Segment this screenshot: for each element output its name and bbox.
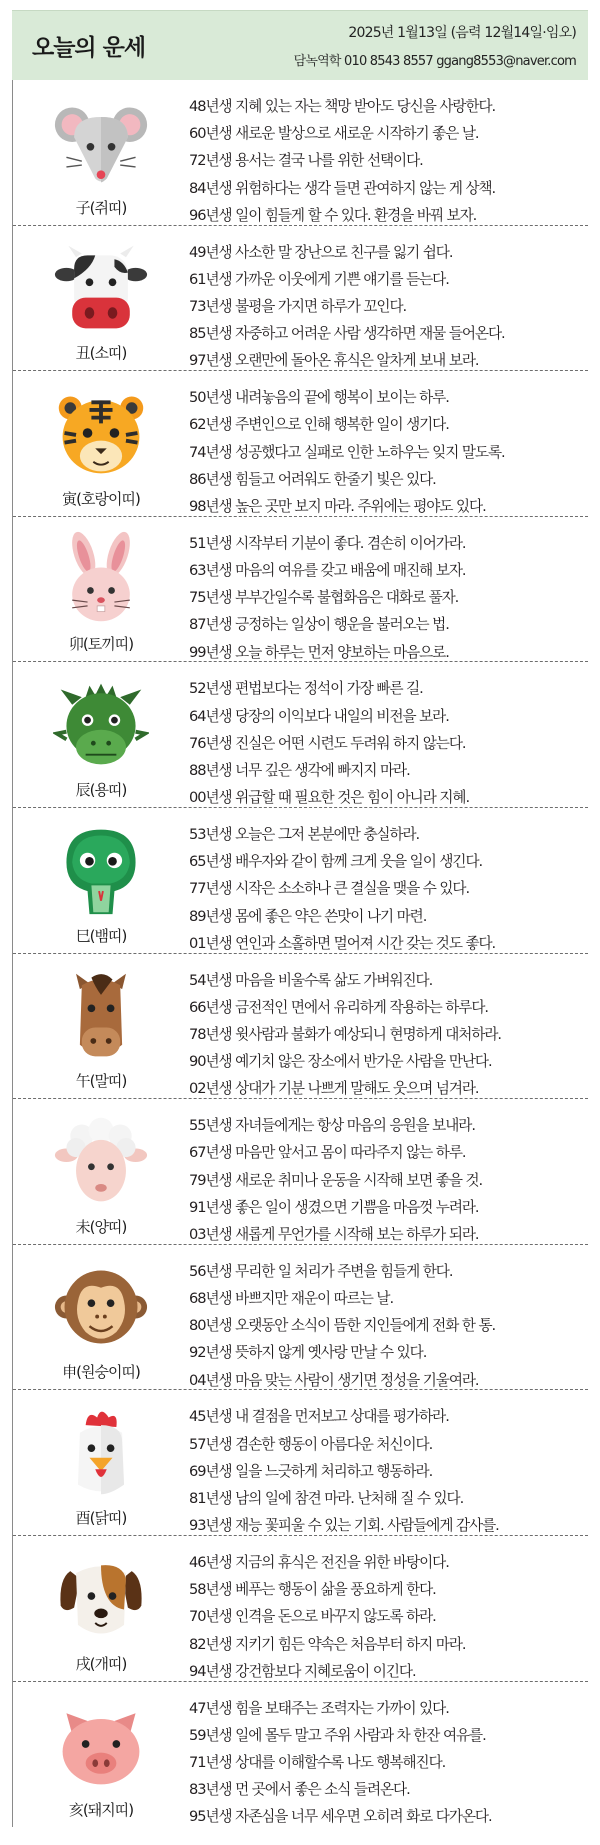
fortune-line: 96년생 일이 힘들게 할 수 있다. 환경을 바꿔 보자.: [189, 206, 477, 224]
zodiac-animal: [13, 1099, 189, 1244]
fortune-line: 99년생 오늘 하루는 먼저 양보하는 마음으로.: [189, 643, 449, 661]
zodiac-label: 子(쥐띠): [75, 198, 127, 217]
fortune-line: 67년생 마음만 앞서고 몸이 따라주지 않는 하루.: [189, 1144, 466, 1162]
zodiac-animal: [13, 1682, 189, 1828]
fortune-line: 52년생 편법보다는 정석이 가장 빠른 길.: [189, 680, 423, 698]
fortune-line: 64년생 당장의 이익보다 내일의 비전을 보라.: [189, 707, 449, 725]
fortune-line: 04년생 마음 맞는 사람이 생기면 정성을 기울여라.: [189, 1371, 479, 1389]
zodiac-animal: [13, 1536, 189, 1681]
fortune-line: 45년생 내 결점을 먼저보고 상대를 평가하라.: [189, 1408, 449, 1426]
zodiac-label: 寅(호랑이띠): [62, 489, 140, 508]
zodiac-row: [13, 1536, 588, 1682]
fortune-line: 65년생 배우자와 같이 함께 크게 웃을 일이 생긴다.: [189, 853, 483, 871]
zodiac-label: 丑(소띠): [75, 344, 127, 363]
dragon-icon: [53, 676, 149, 772]
rabbit-icon: [53, 531, 149, 627]
header-info: [294, 22, 576, 69]
zodiac-animal: [13, 808, 189, 953]
fortune-line: 83년생 먼 곳에서 좋은 소식 들려온다.: [189, 1781, 410, 1799]
tiger-icon: [53, 385, 149, 481]
zodiac-animal: [13, 371, 189, 516]
zodiac-label: 申(원숭이띠): [62, 1363, 140, 1382]
fortune-line: 76년생 진실은 어떤 시련도 두려워 하지 않는다.: [189, 734, 466, 752]
fortune-line: 92년생 뜻하지 않게 옛사랑 만날 수 있다.: [189, 1344, 427, 1362]
pig-icon: [53, 1696, 149, 1792]
fortune-line: 66년생 금전적인 면에서 유리하게 작용하는 하루다.: [189, 998, 488, 1016]
fortune-line: 68년생 바쁘지만 재운이 따르는 날.: [189, 1289, 394, 1307]
fortune-lines: [189, 808, 588, 953]
fortune-line: 50년생 내려놓음의 끝에 행복이 보이는 하루.: [189, 389, 449, 407]
zodiac-label: 巳(뱀띠): [75, 926, 127, 945]
fortune-line: 47년생 힘을 보태주는 조력자는 가까이 있다.: [189, 1699, 449, 1717]
fortune-line: 94년생 강건함보다 지혜로움이 이긴다.: [189, 1662, 416, 1680]
fortune-line: 90년생 예기치 않은 장소에서 반가운 사람을 만난다.: [189, 1053, 492, 1071]
fortune-line: 51년생 시작부터 기분이 좋다. 겸손히 이어가라.: [189, 534, 466, 552]
fortune-line: 98년생 높은 곳만 보지 마라. 주위에는 평야도 있다.: [189, 498, 486, 515]
fortune-line: 49년생 사소한 말 장난으로 친구를 잃기 쉽다.: [189, 243, 453, 261]
fortune-line: 75년생 부부간일수록 불협화음은 대화로 풀자.: [189, 589, 459, 607]
header-bar: [12, 10, 588, 80]
fortune-line: 01년생 연인과 소홀하면 멀어져 시간 갖는 것도 좋다.: [189, 934, 496, 952]
zodiac-animal: [13, 1390, 189, 1535]
fortune-line: 61년생 가까운 이웃에게 기쁜 얘기를 듣는다.: [189, 270, 449, 288]
fortune-line: 02년생 상대가 기분 나쁘게 말해도 웃으며 넘겨라.: [189, 1080, 479, 1098]
zodiac-animal: [13, 80, 189, 225]
zodiac-row: [13, 80, 588, 226]
zodiac-row: [13, 517, 588, 663]
fortune-line: 69년생 일을 느긋하게 처리하고 행동하라.: [189, 1462, 433, 1480]
fortune-line: 70년생 인격을 돈으로 바꾸지 않도록 하라.: [189, 1608, 436, 1626]
fortune-line: 63년생 마음의 여유를 갖고 배움에 매진해 보자.: [189, 561, 466, 579]
fortune-line: 82년생 지키기 힘든 약속은 처음부터 하지 마라.: [189, 1635, 466, 1653]
fortune-line: 53년생 오늘은 그저 본분에만 충실하라.: [189, 825, 420, 843]
fortune-line: 81년생 남의 일에 참견 마라. 난처해 질 수 있다.: [189, 1489, 464, 1507]
horse-icon: [53, 968, 149, 1064]
zodiac-animal: [13, 954, 189, 1099]
zodiac-animal: [13, 1245, 189, 1390]
monkey-icon: [53, 1259, 149, 1355]
fortune-lines: [189, 517, 588, 662]
fortune-line: 58년생 베푸는 행동이 삶을 풍요하게 한다.: [189, 1581, 436, 1599]
fortune-lines: [189, 954, 588, 1099]
zodiac-row: [13, 371, 588, 517]
fortune-line: 77년생 시작은 소소하나 큰 결실을 맺을 수 있다.: [189, 880, 470, 898]
fortune-line: 85년생 자중하고 어려운 사람 생각하면 재물 들어온다.: [189, 325, 505, 343]
zodiac-label: 辰(용띠): [75, 780, 127, 799]
fortune-line: 93년생 재능 꽃피울 수 있는 기회. 사람들에게 감사를.: [189, 1517, 499, 1535]
zodiac-row: [13, 662, 588, 808]
fortune-lines: [189, 1245, 588, 1390]
zodiac-animal: [13, 226, 189, 371]
zodiac-row: [13, 1390, 588, 1536]
fortune-line: 54년생 마음을 비울수록 삶도 가벼워진다.: [189, 971, 433, 989]
dog-icon: [53, 1550, 149, 1646]
fortune-line: 57년생 겸손한 행동이 아름다운 처신이다.: [189, 1435, 433, 1453]
fortune-line: 48년생 지혜 있는 자는 책망 받아도 당신을 사랑한다.: [189, 98, 496, 115]
fortune-line: 86년생 힘들고 어려워도 한줄기 빛은 있다.: [189, 470, 436, 488]
zodiac-label: 午(말띠): [75, 1072, 127, 1091]
zodiac-label: 未(양띠): [75, 1217, 127, 1236]
fortune-lines: [189, 1099, 588, 1244]
fortune-line: 56년생 무리한 일 처리가 주변을 힘들게 한다.: [189, 1262, 453, 1280]
fortune-line: 97년생 오랜만에 돌아온 휴식은 알차게 보내 보라.: [189, 352, 479, 370]
zodiac-label: 酉(닭띠): [75, 1508, 127, 1527]
fortune-line: 91년생 좋은 일이 생겼으면 기쁨을 마음껏 누려라.: [189, 1198, 479, 1216]
zodiac-row: [13, 808, 588, 954]
fortune-line: 78년생 윗사람과 불화가 예상되니 현명하게 대처하라.: [189, 1025, 502, 1043]
fortune-lines: [189, 1682, 588, 1828]
fortune-lines: [189, 80, 588, 225]
fortune-lines: [189, 1390, 588, 1535]
fortune-lines: [189, 226, 588, 371]
fortune-line: 46년생 지금의 휴식은 전진을 위한 바탕이다.: [189, 1553, 449, 1571]
zodiac-row: [13, 1099, 588, 1245]
zodiac-label: 亥(돼지띠): [68, 1801, 134, 1820]
fortune-lines: [189, 662, 588, 807]
fortune-line: 95년생 자존심을 너무 세우면 오히려 화로 다가온다.: [189, 1808, 492, 1826]
header-date: 2025년 1월13일 (음력 12월14일·임오): [348, 25, 576, 41]
fortune-lines: [189, 1536, 588, 1681]
fortune-lines: [189, 371, 588, 516]
fortune-line: 87년생 긍정하는 일상이 행운을 불러오는 법.: [189, 616, 449, 634]
fortune-line: 72년생 용서는 결국 나를 위한 선택이다.: [189, 152, 423, 170]
zodiac-row: [13, 1682, 588, 1828]
header-contact: 담녹역학 010 8543 8557 ggang8553@naver.com: [293, 54, 576, 69]
page-title: 오늘의 운세: [32, 35, 146, 61]
fortune-line: 59년생 일에 몰두 말고 주위 사람과 차 한잔 여유를.: [189, 1726, 486, 1744]
zodiac-row: [13, 226, 588, 372]
fortune-line: 80년생 오랫동안 소식이 뜸한 지인들에게 전화 한 통.: [189, 1317, 496, 1335]
zodiac-list: [12, 80, 588, 1827]
zodiac-label: 戌(개띠): [75, 1654, 127, 1673]
zodiac-row: [13, 1245, 588, 1391]
fortune-line: 79년생 새로운 취미나 운동을 시작해 보면 좋을 것.: [189, 1171, 483, 1189]
fortune-line: 00년생 위급할 때 필요한 것은 힘이 아니라 지혜.: [189, 789, 470, 807]
fortune-line: 55년생 자녀들에게는 항상 마음의 응원을 보내라.: [189, 1117, 475, 1135]
fortune-line: 73년생 불평을 가지면 하루가 꼬인다.: [189, 298, 407, 315]
zodiac-row: [13, 954, 588, 1100]
fortune-line: 84년생 위험하다는 생각 들면 관여하지 않는 게 상책.: [189, 179, 496, 197]
fortune-line: 88년생 너무 깊은 생각에 빠지지 마라.: [189, 761, 410, 779]
fortune-line: 62년생 주변인으로 인해 행복한 일이 생기다.: [189, 416, 449, 434]
fortune-line: 71년생 상대를 이해할수록 나도 행복해진다.: [189, 1753, 446, 1771]
fortune-line: 03년생 새롭게 무언가를 시작해 보는 하루가 되라.: [189, 1225, 479, 1243]
ox-icon: [53, 240, 149, 336]
zodiac-label: 卯(토끼띠): [68, 635, 134, 654]
fortune-line: 89년생 몸에 좋은 약은 쓴맛이 나기 마련.: [189, 907, 427, 925]
rat-icon: [53, 94, 149, 190]
rooster-icon: [53, 1404, 149, 1500]
zodiac-animal: [13, 662, 189, 807]
fortune-line: 74년생 성공했다고 실패로 인한 노하우는 잊지 말도록.: [189, 443, 505, 461]
zodiac-animal: [13, 517, 189, 662]
sheep-icon: [53, 1113, 149, 1209]
snake-icon: [53, 822, 149, 918]
fortune-line: 60년생 새로운 발상으로 새로운 시작하기 좋은 날.: [189, 125, 479, 143]
